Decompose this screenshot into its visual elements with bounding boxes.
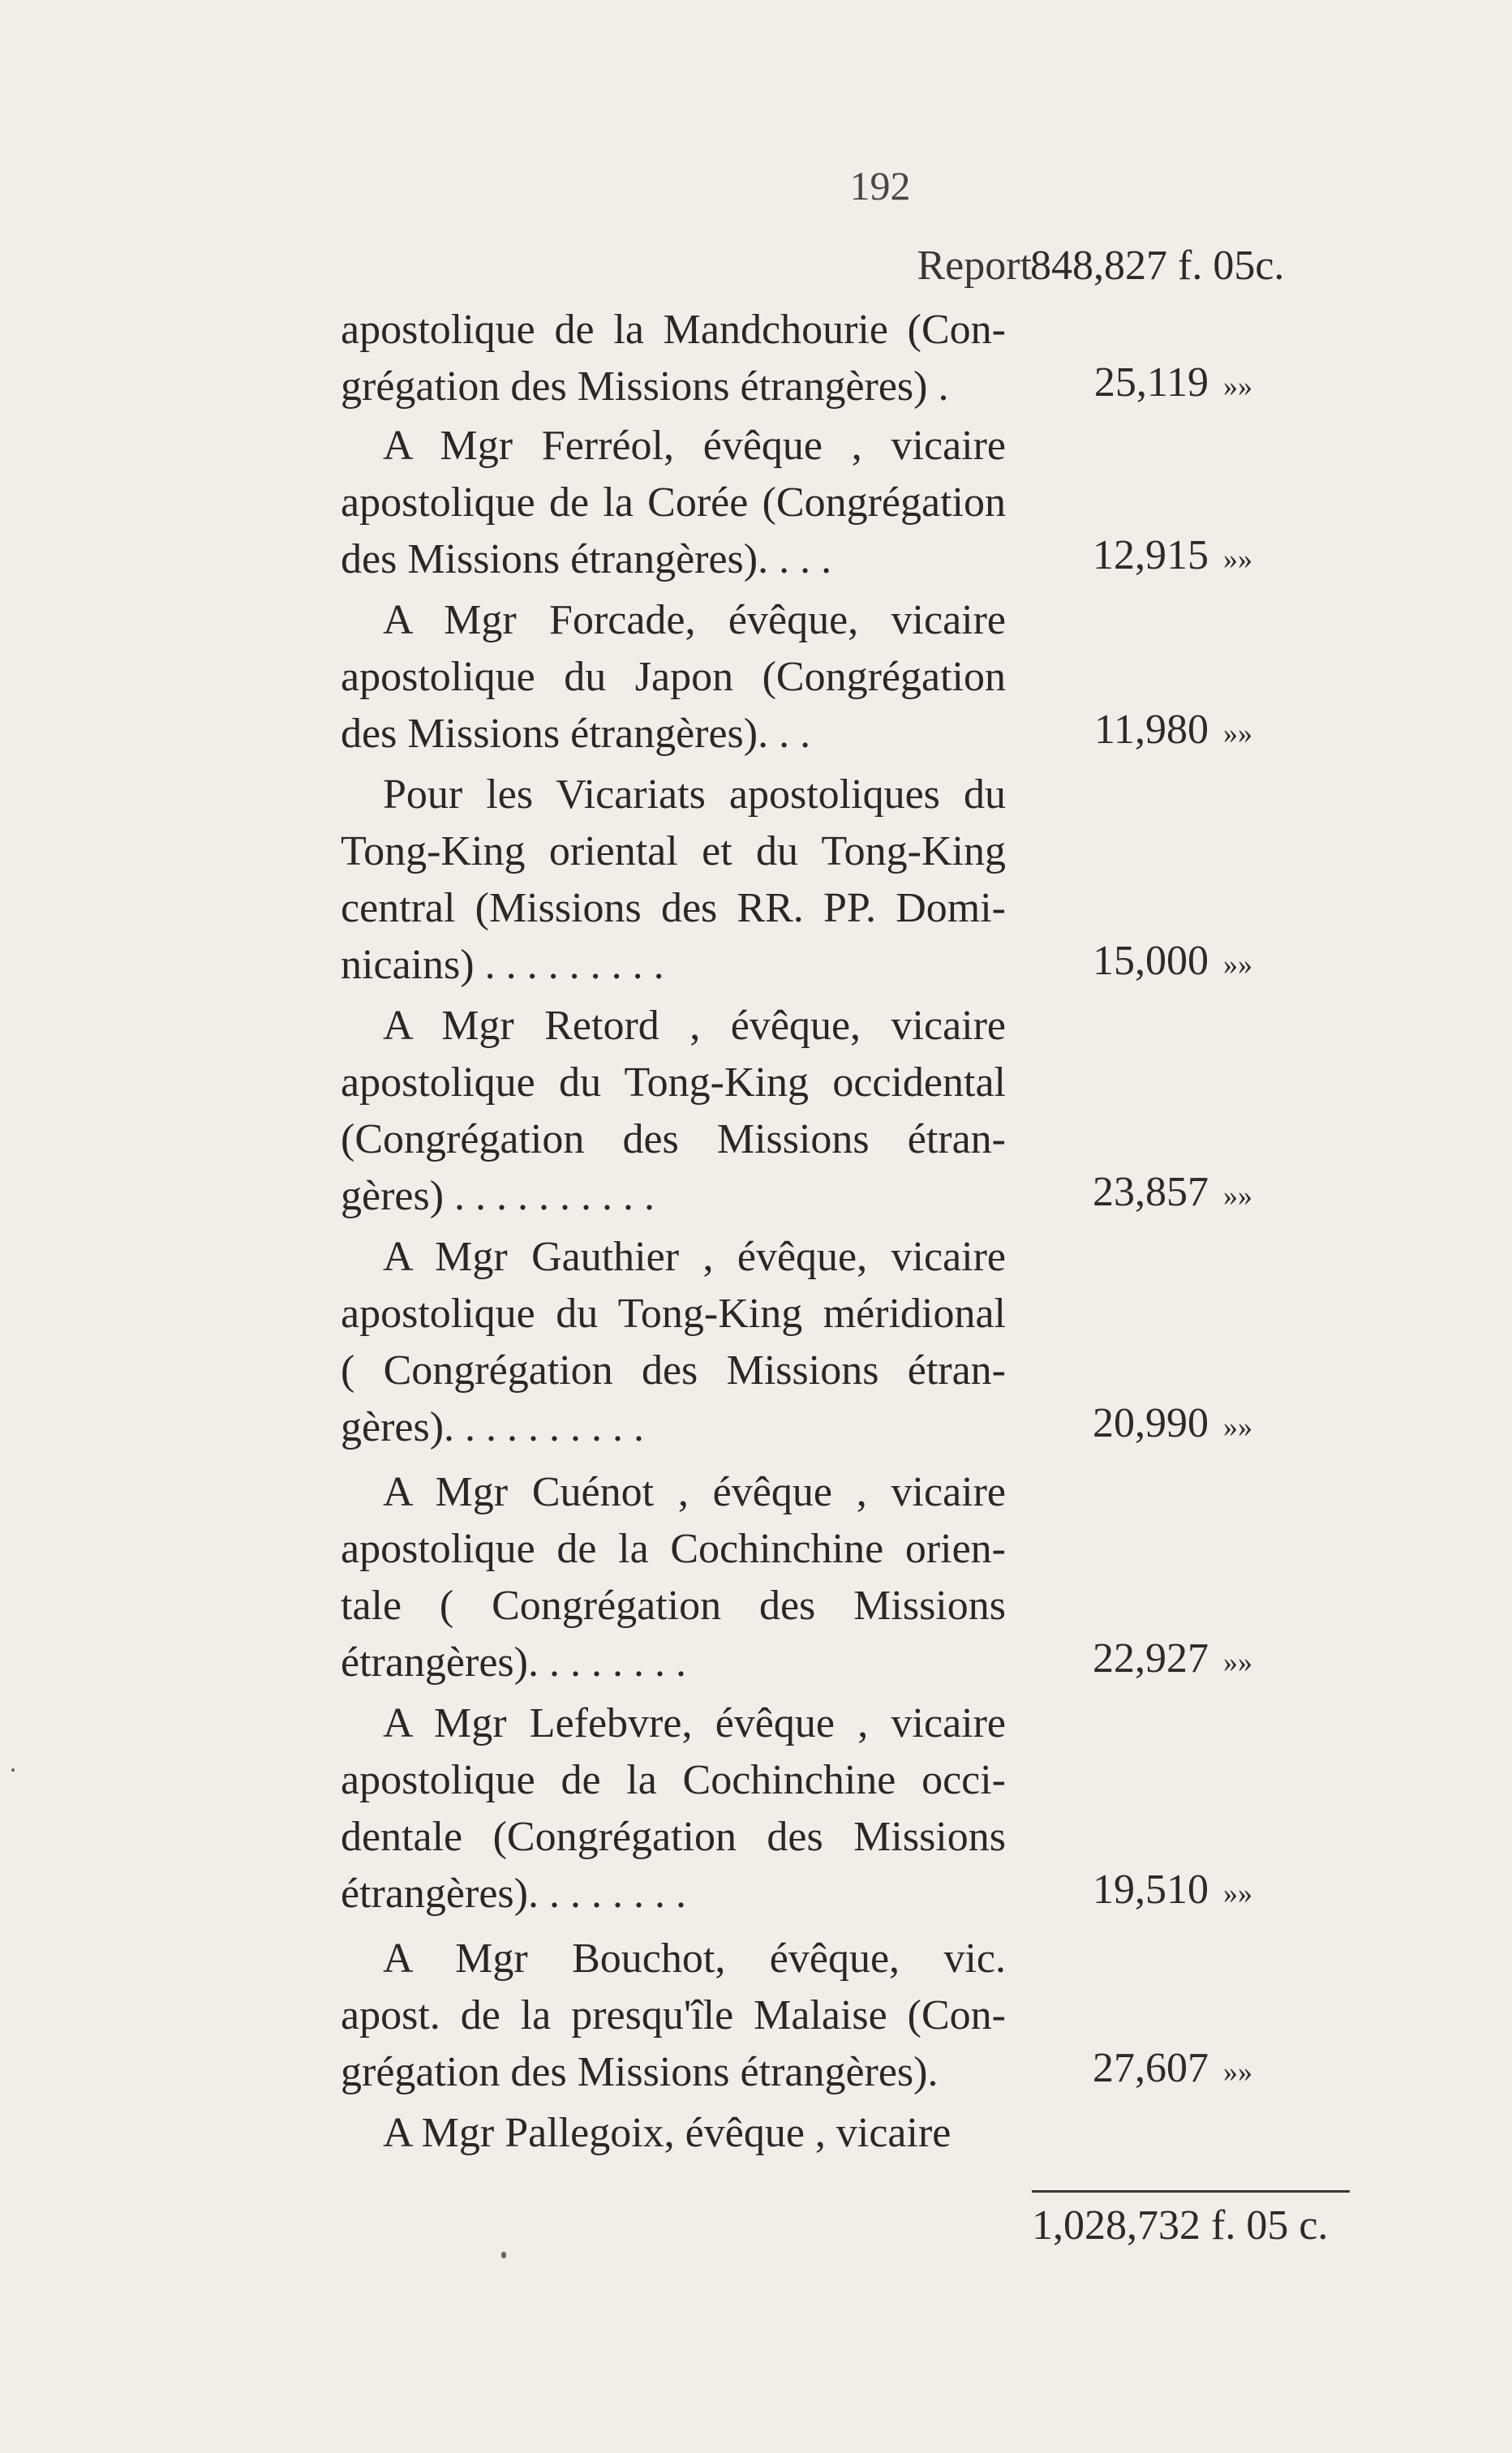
report-label: Report [917, 243, 1032, 289]
amount-francs: 25,119 [1093, 359, 1209, 406]
entry-amount [1046, 359, 1304, 406]
entry-line: tale ( Congrégation des Missions [341, 1583, 1006, 1629]
amount-francs: 27,607 [1093, 2045, 1209, 2091]
entry-line: gères). . . . . . . . . . [341, 1404, 645, 1450]
entry-line: ( Congrégation des Missions étran- [341, 1347, 1006, 1394]
entry-line: gères) . . . . . . . . . . [341, 1173, 655, 1219]
total-amount: 1,028,732 f. 05 c. [1032, 2202, 1329, 2249]
entry-line: A Mgr Ferréol, évêque , vicaire [383, 423, 1006, 469]
amount-cents: »» [1223, 2056, 1252, 2088]
entry-line: A Mgr Forcade, évêque, vicaire [383, 597, 1006, 643]
entry-line: apostolique du Tong-King méridional [341, 1291, 1006, 1337]
amount-cents: »» [1223, 717, 1252, 750]
amount-cents: »» [1223, 543, 1252, 575]
amount-cents: »» [1223, 1179, 1252, 1212]
entry-amount [1046, 706, 1304, 754]
entry-line: A Mgr Retord , évêque, vicaire [383, 1003, 1006, 1049]
entry-line: apost. de la presqu'île Malaise (Con- [341, 1992, 1006, 2038]
entry-line: central (Missions des RR. PP. Domi- [341, 885, 1006, 931]
entry-amount [1046, 937, 1304, 985]
entry-line: A Mgr Bouchot, évêque, vic. [383, 1935, 1006, 1982]
entry-line: A Mgr Cuénot , évêque , vicaire [383, 1469, 1006, 1515]
entry-line: apostolique de la Cochinchine occi- [341, 1757, 1006, 1803]
entry-amount [1046, 531, 1304, 579]
amount-francs: 23,857 [1093, 1169, 1209, 1215]
amount-cents: »» [1223, 1411, 1252, 1443]
report-amount: 848,827 f. 05c. [1030, 243, 1285, 289]
entry-line: grégation des Missions étrangères). [341, 2049, 939, 2095]
entry-line: étrangères). . . . . . . . [341, 1639, 686, 1686]
amount-francs: 11,980 [1093, 707, 1209, 753]
ink-speck [501, 2252, 506, 2258]
amount-cents: »» [1223, 370, 1252, 402]
entry-line: des Missions étrangères). . . . [341, 536, 832, 582]
page-number: 192 [849, 163, 911, 208]
amount-cents: »» [1223, 1646, 1252, 1678]
amount-cents: »» [1223, 948, 1252, 981]
entry-amount [1046, 1168, 1304, 1216]
entry-line: Pour les Vicariats apostoliques du [383, 771, 1006, 818]
ink-speck [11, 1768, 15, 1772]
amount-francs: 20,990 [1093, 1400, 1209, 1446]
entry-line: (Congrégation des Missions étran- [341, 1116, 1006, 1162]
total-rule [1032, 2190, 1350, 2193]
amount-francs: 12,915 [1093, 532, 1209, 578]
entry-line: nicains) . . . . . . . . . [341, 942, 664, 988]
entry-line: des Missions étrangères). . . [341, 711, 811, 757]
entry-line: apostolique du Tong-King occidental [341, 1059, 1006, 1106]
entry-line: Tong-King oriental et du Tong-King [341, 828, 1006, 874]
entry-line: A Mgr Pallegoix, évêque , vicaire [383, 2110, 951, 2156]
entry-line: étrangères). . . . . . . . [341, 1871, 686, 1917]
entry-amount [1046, 1866, 1304, 1914]
entry-amount [1046, 1635, 1304, 1682]
entry-line: apostolique de la Cochinchine orien- [341, 1526, 1006, 1572]
entry-line: apostolique de la Mandchourie (Con- [341, 307, 1006, 353]
amount-cents: »» [1223, 1877, 1252, 1910]
amount-francs: 15,000 [1093, 938, 1209, 984]
entry-line: apostolique du Japon (Congrégation [341, 654, 1006, 700]
amount-francs: 19,510 [1093, 1867, 1209, 1913]
entry-line: A Mgr Gauthier , évêque, vicaire [383, 1234, 1006, 1280]
entry-line: A Mgr Lefebvre, évêque , vicaire [383, 1700, 1006, 1746]
total-carried-amount [1032, 2202, 1328, 2249]
entry-line: apostolique de la Corée (Congrégation [341, 479, 1006, 526]
entry-amount [1046, 2044, 1304, 2092]
entry-line: grégation des Missions étrangères) . [341, 363, 949, 410]
amount-francs: 22,927 [1093, 1635, 1209, 1682]
entry-line: dentale (Congrégation des Missions [341, 1814, 1006, 1860]
entry-amount [1046, 1399, 1304, 1447]
report-carried-amount [1030, 242, 1284, 290]
